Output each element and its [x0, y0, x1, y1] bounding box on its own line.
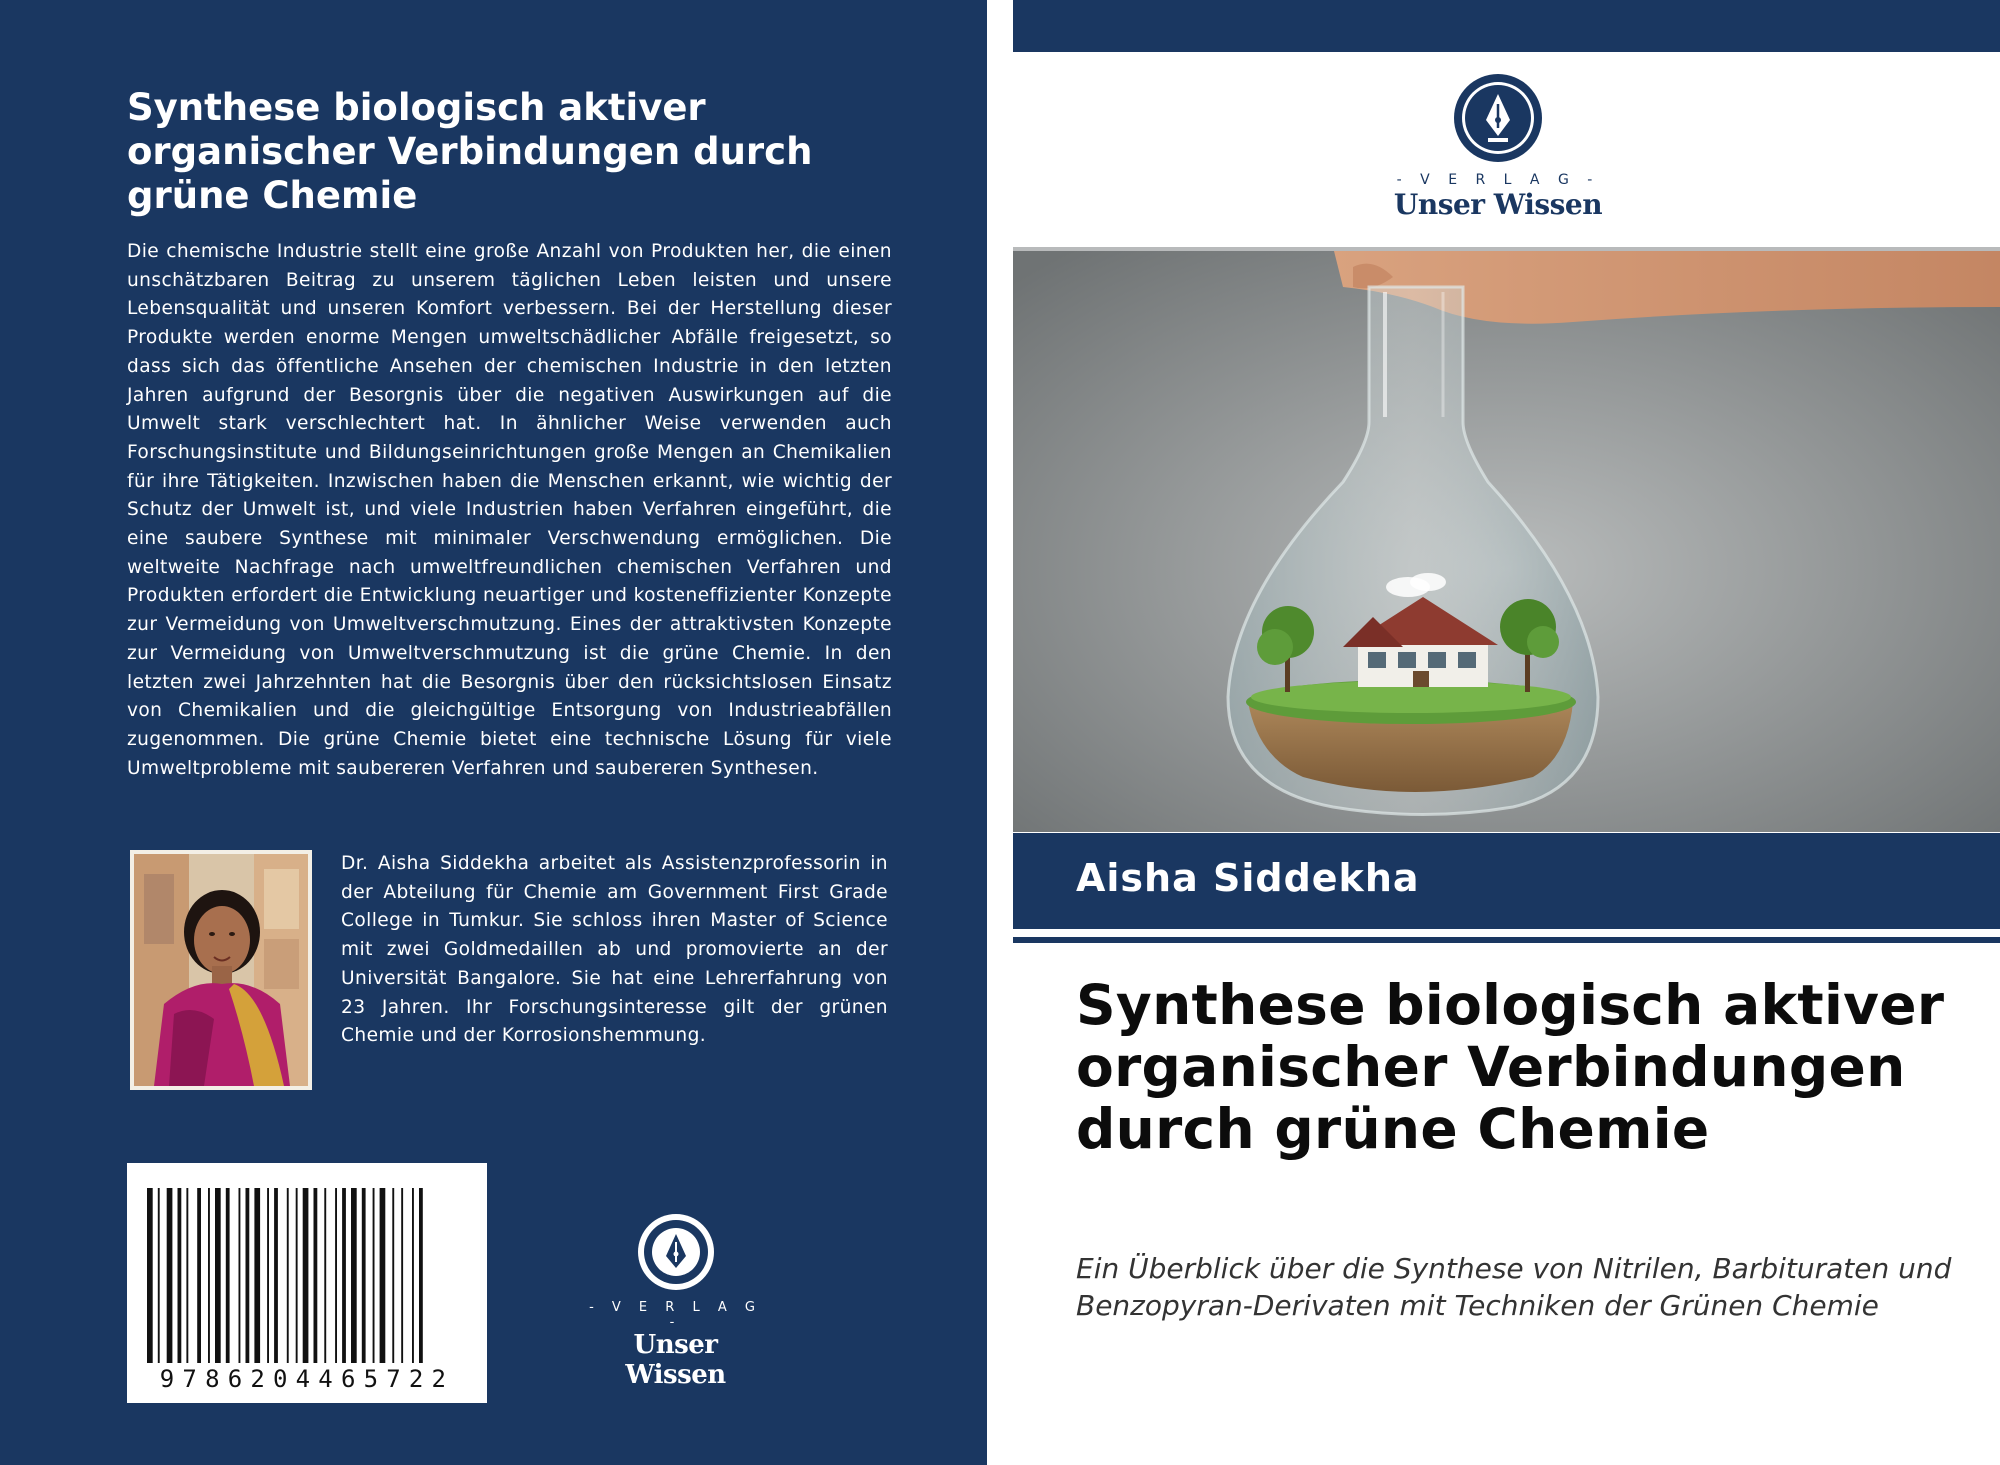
barcode-bar: [380, 1188, 386, 1363]
barcode-bar: [186, 1188, 188, 1363]
back-verlag-label: - V E R L A G -: [589, 1300, 762, 1330]
barcode-bars: [127, 1163, 487, 1363]
back-publisher-logo: [583, 1212, 768, 1390]
author-bio: Dr. Aisha Siddekha arbeitet als Assistenzprofessorin in der Abteilung für Chemie am Government First Grade College in Tumkur. Sie schloss ihren Master of Science mit zwei Goldmedaillen ab und promovierte an der Universität Bangalore. Sie hat eine Lehrerfahrung von 23 Jahren. Ihr Forschungsinteresse gilt der grünen Chemie und der Korrosionshemmung.: [341, 853, 888, 1047]
barcode-bar: [296, 1188, 298, 1363]
author-photo: [130, 850, 312, 1090]
back-cover-blurb: Die chemische Industrie stellt eine große Anzahl von Produkten her, die einen unschätzbaren Beitrag zu unserem täglichen Leben leisten und unsere Lebensqualität und unseren Komfort verbessern. Bei der Herstellung dieser Produkte werden enorme Mengen umweltschädlicher Abfälle freigesetzt, so dass sich das öffentliche Ansehen der chemischen Industrie in den letzten Jahren aufgrund der Besorgnis über die negativen Auswirkungen auf die Umwelt stark verschlechtert hat. In ähnlicher Weise verwenden auch Forschungsinstitute und Bildungseinrichtungen große Mengen an Chemikalien für ihre Tätigkeiten. Inzwischen haben die Menschen erkannt, wie wichtig der Schutz der Umwelt ist, und viele Industrien haben Verfahren eingeführt, die eine saubere Synthese mit minimaler Verschwendung ermöglichen. Die weltweite Nachfrage nach umweltfreundlichen chemischen Verfahren und Produkten erfordert die Entwicklung neuartiger und kosteneffizienter Konzepte zur Vermeidung von Umweltverschmutzung. Eines der attraktivsten Konzepte zur Vermeidung von Umweltverschmutzung ist die grüne Chemie. In den letzten zwei Jahrzehnten hat die Besorgnis über den rücksichtslosen Einsatz von Chemikalien und die gleichgültige Entsorgung von Industrieabfällen zugenommen. Die grüne Chemie bietet eine technische Lösung für viele Umweltprobleme mit saubereren Verfahren und saubereren Synthesen.: [127, 241, 892, 779]
barcode-bar: [412, 1188, 414, 1363]
isbn-digits: 9786204465722: [159, 1365, 455, 1393]
barcode-bar: [178, 1188, 182, 1363]
front-cover-subtitle: Ein Überblick über die Synthese von Nitrilen, Barbituraten und Benzopyran-Derivaten mit Techniken der Grünen Chemie: [1076, 1252, 1952, 1322]
back-cover-title: Synthese biologisch aktiver organischer Verbindungen durch grüne Chemie: [127, 86, 813, 217]
flask-with-house-image: [1013, 247, 2000, 832]
barcode-bar: [158, 1188, 160, 1363]
fountain-pen-nib-icon: [1452, 72, 1544, 164]
isbn-barcode: [127, 1163, 487, 1403]
front-cover-title: Synthese biologisch aktiver organischer Verbindungen durch grüne Chemie: [1076, 973, 1945, 1161]
barcode-bar: [287, 1188, 289, 1363]
barcode-bar: [239, 1188, 241, 1363]
barcode-bar: [254, 1188, 260, 1363]
barcode-bar: [342, 1188, 346, 1363]
barcode-bar: [274, 1188, 278, 1363]
barcode-bar: [246, 1188, 250, 1363]
barcode-bar: [197, 1188, 201, 1363]
barcode-bar: [351, 1188, 357, 1363]
barcode-bar: [314, 1188, 318, 1363]
barcode-bar: [226, 1188, 230, 1363]
front-publisher-name: Unser Wissen: [1393, 188, 1603, 221]
front-publisher-logo: [1373, 72, 1623, 222]
author-portrait-image: [134, 854, 308, 1086]
barcode-bar: [401, 1188, 403, 1363]
barcode-bar: [419, 1188, 423, 1363]
barcode-bar: [167, 1188, 173, 1363]
barcode-bar: [362, 1188, 366, 1363]
barcode-bar: [215, 1188, 221, 1363]
spine: [987, 0, 1013, 1465]
fountain-pen-nib-icon: [636, 1212, 716, 1292]
barcode-bar: [373, 1188, 375, 1363]
barcode-bar: [324, 1188, 326, 1363]
back-cover: [0, 0, 987, 1465]
barcode-bar: [208, 1188, 210, 1363]
back-publisher-name: Unser Wissen: [625, 1330, 726, 1390]
photo-top-rule: [1013, 247, 2000, 251]
barcode-bar: [303, 1188, 309, 1363]
front-author-name: Aisha Siddekha: [1076, 856, 1420, 900]
barcode-bar: [267, 1188, 269, 1363]
front-verlag-label: - V E R L A G -: [1396, 172, 1600, 188]
front-top-bar: [1013, 0, 2000, 52]
barcode-bar: [147, 1188, 153, 1363]
cover-illustration: [1013, 247, 2000, 832]
barcode-bar: [392, 1188, 394, 1363]
barcode-bar: [335, 1188, 337, 1363]
front-cover: [1013, 0, 2000, 1465]
author-band-rule: [1013, 937, 2000, 943]
